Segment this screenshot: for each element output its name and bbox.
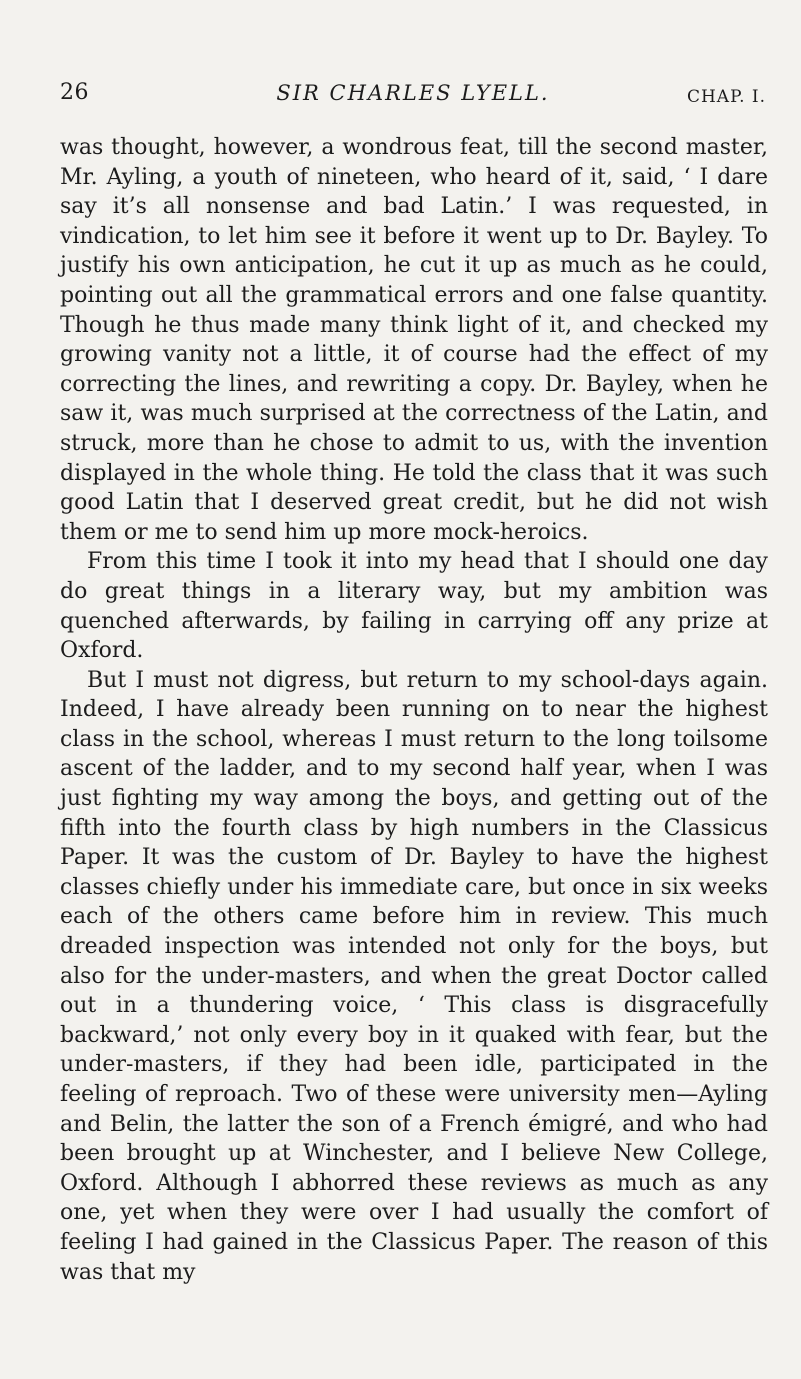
paragraph-school-days: But I must not digress, but return to my school-days again. Indeed, I have already been running on to near the highest class in the school, whereas I must return to the long toilsome ascent of the ladder, and to my second half year, when I was just fighting my way among the boys, and getting out of the fifth into the fourth class by high numbers in the Classicus Paper. It was the custom of Dr. Bayley to have the highest classes chiefly under his immediate care, but once in six weeks each of the others came before him in review. This much dreaded inspection was intended not only for the boys, but also for the under-masters, and when the great Doctor called out in a thundering voice, ‘ This class is disgracefully backward,’ not only every boy in it quaked with fear, but the under-masters, if they had been idle, participated in the feeling of reproach. Two of these were university men—Ayling and Belin, the latter the son of a French émigré, and who had been brought up at Winchester, and I believe New College, Oxford. Although I abhorred these reviews as much as any one, yet when they were over I had usually the comfort of feeling I had gained in the Classicus Paper. The reason of this was that my — [60, 667, 768, 1285]
running-head — [60, 78, 766, 108]
paragraph-continued: was thought, however, a wondrous feat, till the second master, Mr. Ayling, a youth of nineteen, who heard of it, said, ‘ I dare say it’s all nonsense and bad Latin.’ I was requested, in vindication, to let him see it before it went up to Dr. Bayley. To justify his own anticipation, he cut it up as much as he could, pointing out all the grammatical errors and one false quantity. Though he thus made many think light of it, and checked my growing vanity not a little, it of course had the effect of my correcting the lines, and rewriting a copy. Dr. Bayley, when he saw it, was much surprised at the correctness of the Latin, and struck, more than he chose to admit to us, with the invention displayed in the whole thing. He told the class that it was such good Latin that I deserved great credit, but he did not wish them or me to send him up more mock-heroics. — [60, 135, 768, 545]
paragraph-literary-ambition: From this time I took it into my head that I should one day do great things in a literary way, but my ambition was quenched afterwards, by failing in carrying off any prize at Oxford. — [60, 549, 768, 664]
chapter-label: CHAP. I. — [686, 87, 766, 107]
page-number: 26 — [60, 80, 89, 105]
running-title: SIR CHARLES LYELL. — [276, 81, 550, 105]
body-text — [60, 133, 768, 1287]
